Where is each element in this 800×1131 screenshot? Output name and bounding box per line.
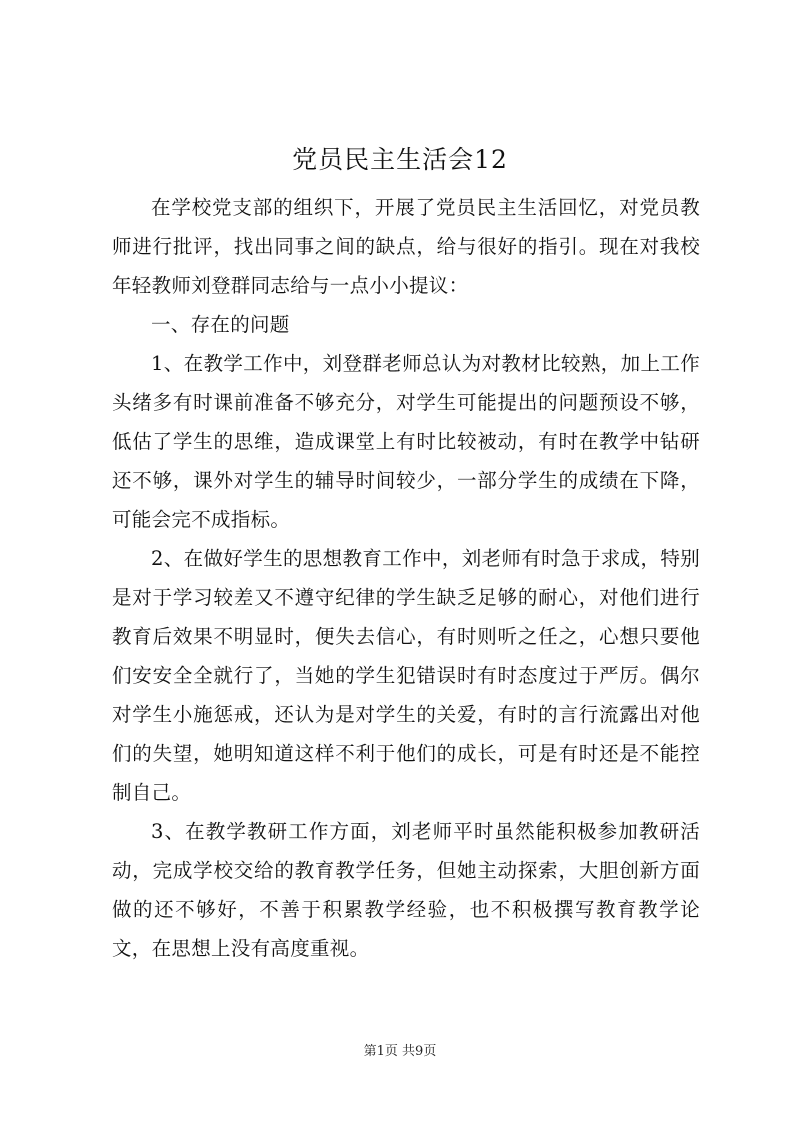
page-footer: 第1页 共9页: [363, 1044, 437, 1059]
paragraph-item-1: 1、在教学工作中，刘登群老师总认为对教材比较熟，加上工作头绪多有时课前准备不够充分，对学生可能提出的问题预设不够，低估了学生的思维，造成课堂上有时比较被动，有时在教学中钻研还不够，课外对学生的辅导时间较少，一部分学生的成绩在下降，可能会完不成指标。: [112, 352, 700, 531]
paragraph-item-2: 2、在做好学生的思想教育工作中，刘老师有时急于求成，特别是对于学习较差又不遵守纪律的学生缺乏足够的耐心，对他们进行教育后效果不明显时，便失去信心，有时则听之任之，心想只要他们安安全全就行了，当她的学生犯错误时有时态度过于严厉。偶尔对学生小施惩戒，还认为是对学生的关爱，有时的言行流露出对他们的失望，她明知道这样不利于他们的成长，可是有时还是不能控制自己。: [112, 547, 700, 804]
document-body: [112, 188, 700, 968]
page-title: 党员民主生活会12: [292, 145, 508, 174]
paragraph-item-3: 3、在教学教研工作方面，刘老师平时虽然能积极参加教研活动，完成学校交给的教育教学任务，但她主动探索，大胆创新方面做的还不够好，不善于积累教学经验，也不积极撰写教育教学论文，在思想上没有高度重视。: [112, 820, 700, 960]
paragraph-intro: 在学校党支部的组织下，开展了党员民主生活回忆，对党员教师进行批评，找出同事之间的缺点，给与很好的指引。现在对我校年轻教师刘登群同志给与一点小小提议：: [112, 196, 700, 297]
section-heading: 一、存在的问题: [151, 313, 290, 336]
